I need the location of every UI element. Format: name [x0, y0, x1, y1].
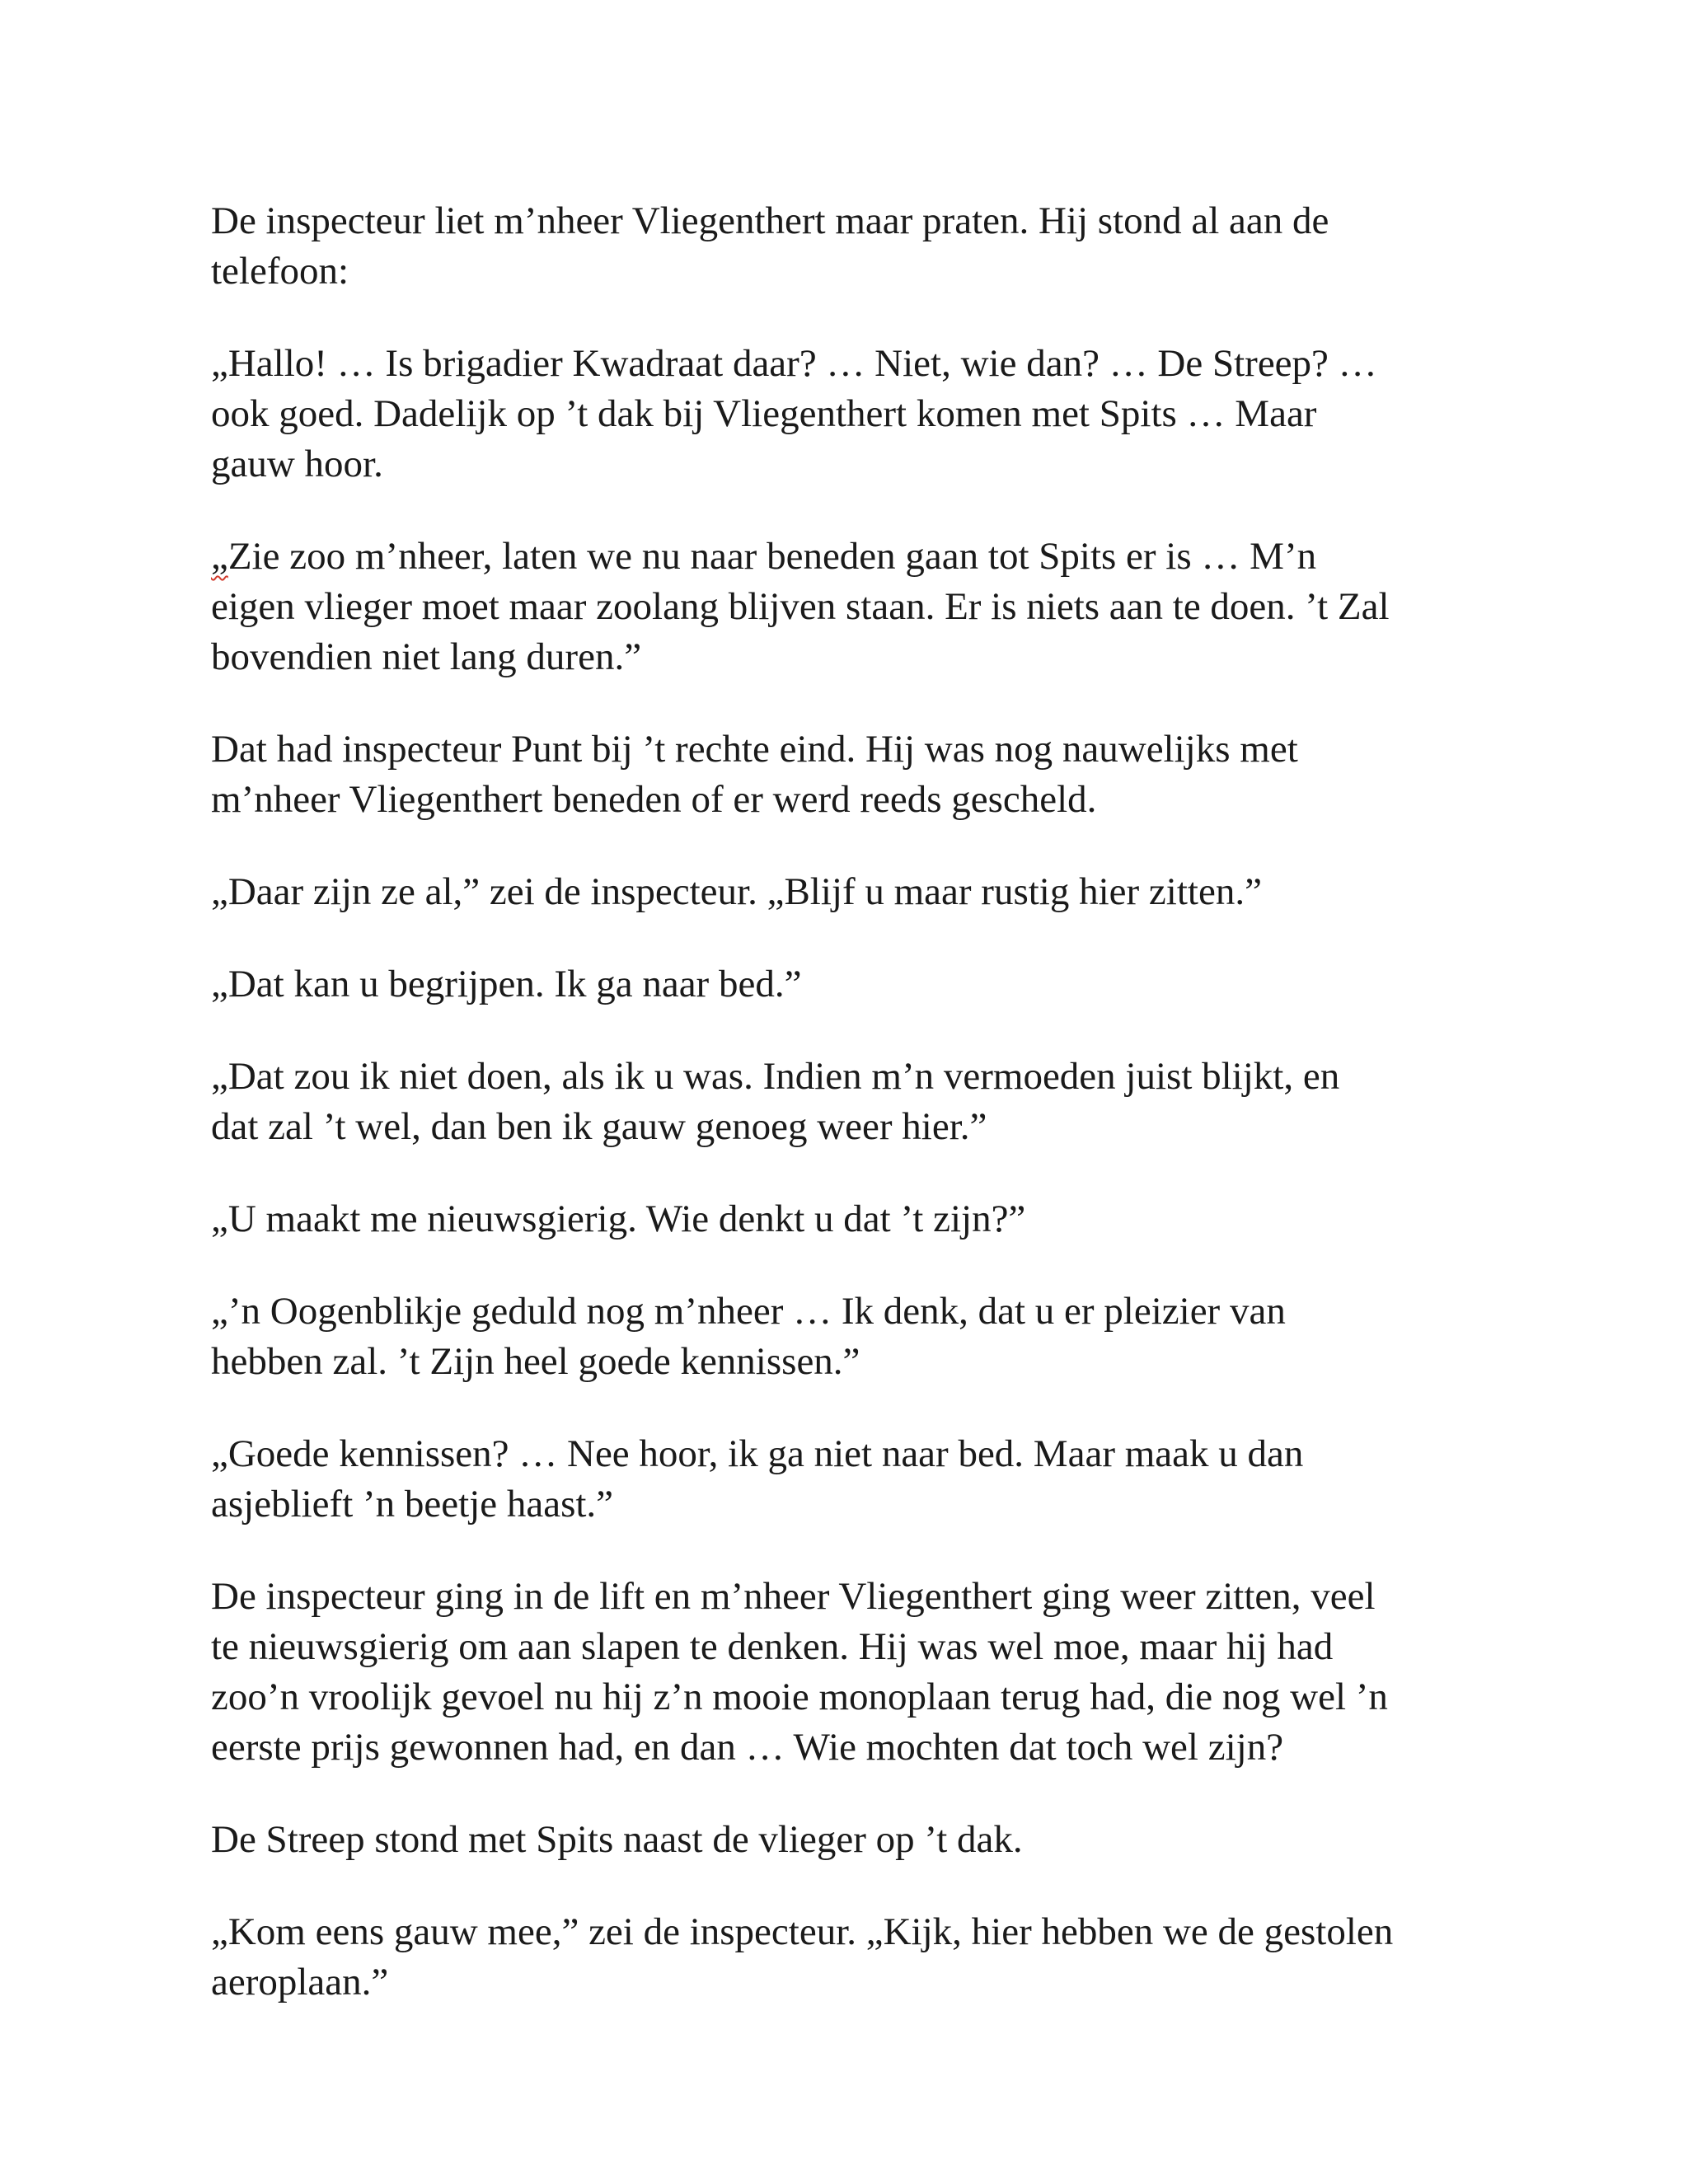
paragraph-12: De Streep stond met Spits naast de vlieger op ’t dak.	[211, 1818, 1023, 1861]
paragraph-1: De inspecteur liet m’nheer Vliegenthert maar praten. Hij stond al aan de telefoon:	[211, 199, 1329, 293]
spellcheck-marked-quote: „	[211, 535, 228, 578]
paragraph-6: „Dat kan u begrijpen. Ik ga naar bed.”	[211, 963, 802, 1005]
paragraph-9: „’n Oogenblikje geduld nog m’nheer … Ik denk, dat u er pleizier van hebben zal. ’t Zijn heel goede kennissen.”	[211, 1290, 1286, 1383]
paragraph-3-text: Zie zoo m’nheer, laten we nu naar beneden gaan tot Spits er is … M’n eigen vlieger moet maar zoolang blijven staan. Er is niets aan te doen. ’t Zal bovendien niet lang duren.”	[211, 535, 1390, 678]
paragraph-10: „Goede kennissen? … Nee hoor, ik ga niet naar bed. Maar maak u dan asjeblieft ’n beetje haast.”	[211, 1432, 1304, 1526]
paragraph-8: „U maakt me nieuwsgierig. Wie denkt u dat ’t zijn?”	[211, 1197, 1026, 1240]
paragraph-2: „Hallo! … Is brigadier Kwadraat daar? … Niet, wie dan? … De Streep? … ook goed. Dadelijk op ’t dak bij Vliegenthert komen met Spits … Maar gauw hoor.	[211, 342, 1377, 485]
paragraph-13: „Kom eens gauw mee,” zei de inspecteur. „Kijk, hier hebben we de gestolen aeroplaan.”	[211, 1910, 1394, 2004]
paragraph-7: „Dat zou ik niet doen, als ik u was. Indien m’n vermoeden juist blijkt, en dat zal ’t wel, dan ben ik gauw genoeg weer hier.”	[211, 1055, 1340, 1148]
paragraph-4: Dat had inspecteur Punt bij ’t rechte eind. Hij was nog nauwelijks met m’nheer Vliegenthert beneden of er werd reeds gescheld.	[211, 728, 1298, 821]
paragraph-3	[211, 532, 1480, 682]
document-page	[211, 196, 1480, 2050]
paragraph-11: De inspecteur ging in de lift en m’nheer Vliegenthert ging weer zitten, veel te nieuwsgierig om aan slapen te denken. Hij was wel moe, maar hij had zoo’n vroolijk gevoel nu hij z’n mooie monoplaan terug had, die nog wel ’n eerste prijs gewonnen had, en dan … Wie mochten dat toch wel zijn?	[211, 1575, 1388, 1769]
paragraph-5: „Daar zijn ze al,” zei de inspecteur. „Blijf u maar rustig hier zitten.”	[211, 870, 1262, 913]
